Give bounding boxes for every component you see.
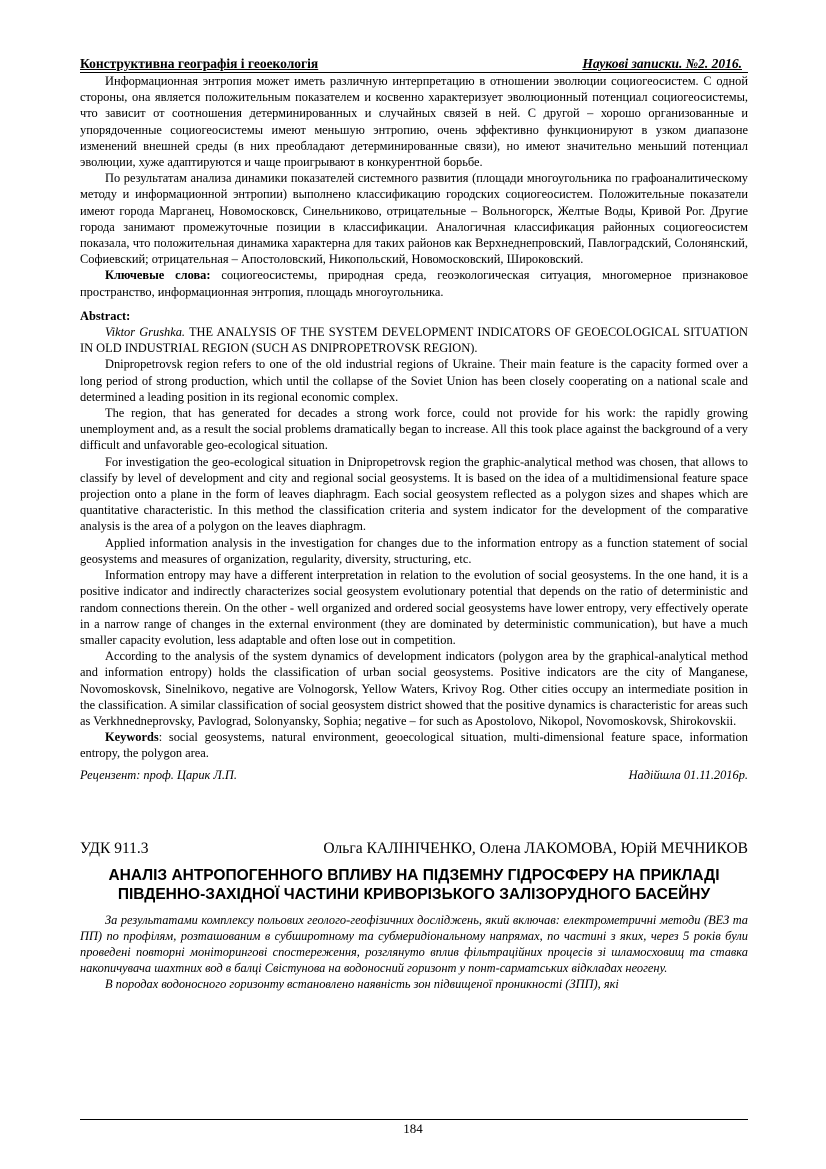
abstract-paragraph-4: Applied information analysis in the investigation for changes due to the information entropy as a function statement of social geosystems and measures of organization, regularity, diversity, structuring, etc. <box>80 535 748 566</box>
abstract-paragraph-5: Information entropy may have a different interpretation in relation to the evolution of social geosystems. In the one hand, it is a positive indicator and indirectly characterizes social geosystem evolutionary potential that depends on the ratio of deterministic and random connections therein. On the other - well organized and ordered social geosystems have lower entropy, very effectively operate in a narrow range of changes in the external environment (they are dominated by deterministic communication), but have a much smaller capacity evolution, less adaptable and often lose out in competition. <box>80 568 748 647</box>
abstract-keywords-label: Keywords <box>105 730 159 745</box>
annotation-paragraph-2: В породах водоносного горизонту встановлено наявність зон підвищеної проникності (ЗПП), які <box>105 977 619 992</box>
article-title: АНАЛІЗ АНТРОПОГЕННОГО ВПЛИВУ НА ПІДЗЕМНУ ГІДРОСФЕРУ НА ПРИКЛАДІ ПІВДЕННО-ЗАХІДНОЇ ЧАСТИНИ КРИВОРІЗЬКОГО ЗАЛІЗОРУДНОГО БАСЕЙНУ <box>108 866 720 903</box>
abstract-paragraph-3: For investigation the geo-ecological situation in Dnipropetrovsk region the graphic-analytical method was chosen, that allows to classify by level of development and city and regional social geosystems. It is based on the idea of a multidimensional feature space projection onto a plane in the form of leaves diaphragm. Each social geosystem reflected as a polygon sizes and shapes which are quantitative characteristic. In this method the classification criteria and system indicator for the development of the comparative analysis is the area of a polygon on the leaves diaphragm. <box>80 454 748 534</box>
udk-code: УДК 911.3 <box>80 839 149 857</box>
page-number: 184 <box>403 1121 423 1136</box>
abstract-paragraph-2: The region, that has generated for decades a strong work force, could not provide for his work: the rapidly growing unemployment and, as a result the social problems dramatically began to increase. All this took place against the background of a very difficult and unfavorable geo-ecological situation. <box>80 406 748 453</box>
header-section-title: Конструктивна географія і геоекологія <box>80 56 319 71</box>
abstract-title-text: THE ANALYSIS OF THE SYSTEM DEVELOPMENT INDICATORS OF GEOECOLOGICAL SITUATION IN OLD INDUSTRIAL REGION (SUCH AS DNIPROPETROVSK REGION). <box>80 325 748 356</box>
ru-keywords-label: Ключевые слова: <box>105 268 211 283</box>
abstract-paragraph-1: Dnipropetrovsk region refers to one of the old industrial regions of Ukraine. Their main feature is the capacity formed over a long period of strong production, which until the collapse of the Soviet Union has been closely cooperating on a national scale and determined a leading position in its regional economic complex. <box>80 357 748 404</box>
article-byline <box>80 839 748 858</box>
ru-keywords-text: социогеосистемы, природная среда, геоэкологическая ситуация, многомерное признаковое пространство, информационная энтропия, площадь многоугольника. <box>80 268 749 299</box>
header-journal-issue: Наукові записки. №2. 2016. <box>582 56 742 71</box>
article-annotation <box>80 912 748 993</box>
running-header <box>80 56 748 73</box>
abstract-keywords-text: : social geosystems, natural environment, geoecological situation, multi-dimensional feature space, information entropy, the polygon area. <box>80 730 748 761</box>
abstract-author: Viktor Grushka. <box>105 325 185 340</box>
abstract-keywords <box>80 729 748 761</box>
footer-divider <box>80 1119 748 1120</box>
abstract-paragraph-6: According to the analysis of the system dynamics of development indicators (polygon area by the graphical-analytical method and information entropy) holds the classification of urban social geosystems. Positive indicators are the city of Manganese, Novomoskovsk, Sinelnikovo, negative are Volnogorsk, Yellow Waters, Krivoy Rog. Other cities occupy an intermediate position in the classification. A similar classification of social geosystem district showed that the positive dynamics is characteristic for areas such as Verkhnedneprovsky, Pavlograd, Solonyansky, Sophia; negative – for such as Apostolovo, Nikopol, Novomoskovsk, Shirokovskii. <box>80 649 748 728</box>
reviewer: Рецензент: проф. Царик Л.П. <box>80 767 237 782</box>
page <box>80 56 748 993</box>
review-meta <box>80 768 748 783</box>
annotation-paragraph-1: За результатами комплексу польових геолого-геофізичних досліджень, який включав: електрометричні методи (ВЕЗ та ПП) по профілям, розташованим в субширотному та субмеридіональному напрямах, по частині з яких, через 5 років були проведені повторні моніторингові спостереження, розглянуто вплив фільтраційних процесів зі шламосховищ та ставка накопичувача шахтних вод в балці Свістунова на водоносний горизонт у понт-сарматських відкладах неогену. <box>80 912 748 976</box>
abstract-label: Abstract: <box>80 308 131 323</box>
abstract-title <box>80 324 748 356</box>
article-authors: Ольга КАЛІНІЧЕНКО, Олена ЛАКОМОВА, Юрій МЕЧНИКОВ <box>323 839 748 857</box>
ru-paragraph-2: По результатам анализа динамики показателей системного развития (площади многоугольника по графоаналитическому методу и информационной энтропии) выполнено классификацию городских социогеосистем. Положительные показатели имеют города Марганец, Новомосковск, Синельниково, отрицательные – Вольногорск, Желтые Воды, Кривой Рог. Другие города занимают промежуточные позиции в классификации. Аналогичная классификация районных социогеосистем показала, что положительная динамика характерна для таких районов как Верхнеднепровский, Павлоградский, Солонянский, Софиевский; отрицательная – Апостоловский, Никопольский, Новомосковский, Широковский. <box>80 171 748 267</box>
received-date: Надійшла 01.11.2016р. <box>628 767 748 782</box>
ru-keywords <box>80 267 748 299</box>
ru-paragraph-1: Информационная энтропия может иметь различную интерпретацию в отношении эволюции социогеосистем. С одной стороны, она является положительным показателем и косвенно характеризует эволюционный потенциал социогеосистемы, что зависит от соотношения детерминированных и случайных связей в ней. С другой – хорошо организованные и упорядоченные социогеосистемы имеют меньшую энтропию, очень эффективно функционируют в узком диапазоне изменений внешней среды (в них преобладают детерминированные связи), но имеют значительно меньший потенциал эволюции, хуже адаптируются и чаще проигрывают в конкурентной борьбе. <box>80 74 748 170</box>
